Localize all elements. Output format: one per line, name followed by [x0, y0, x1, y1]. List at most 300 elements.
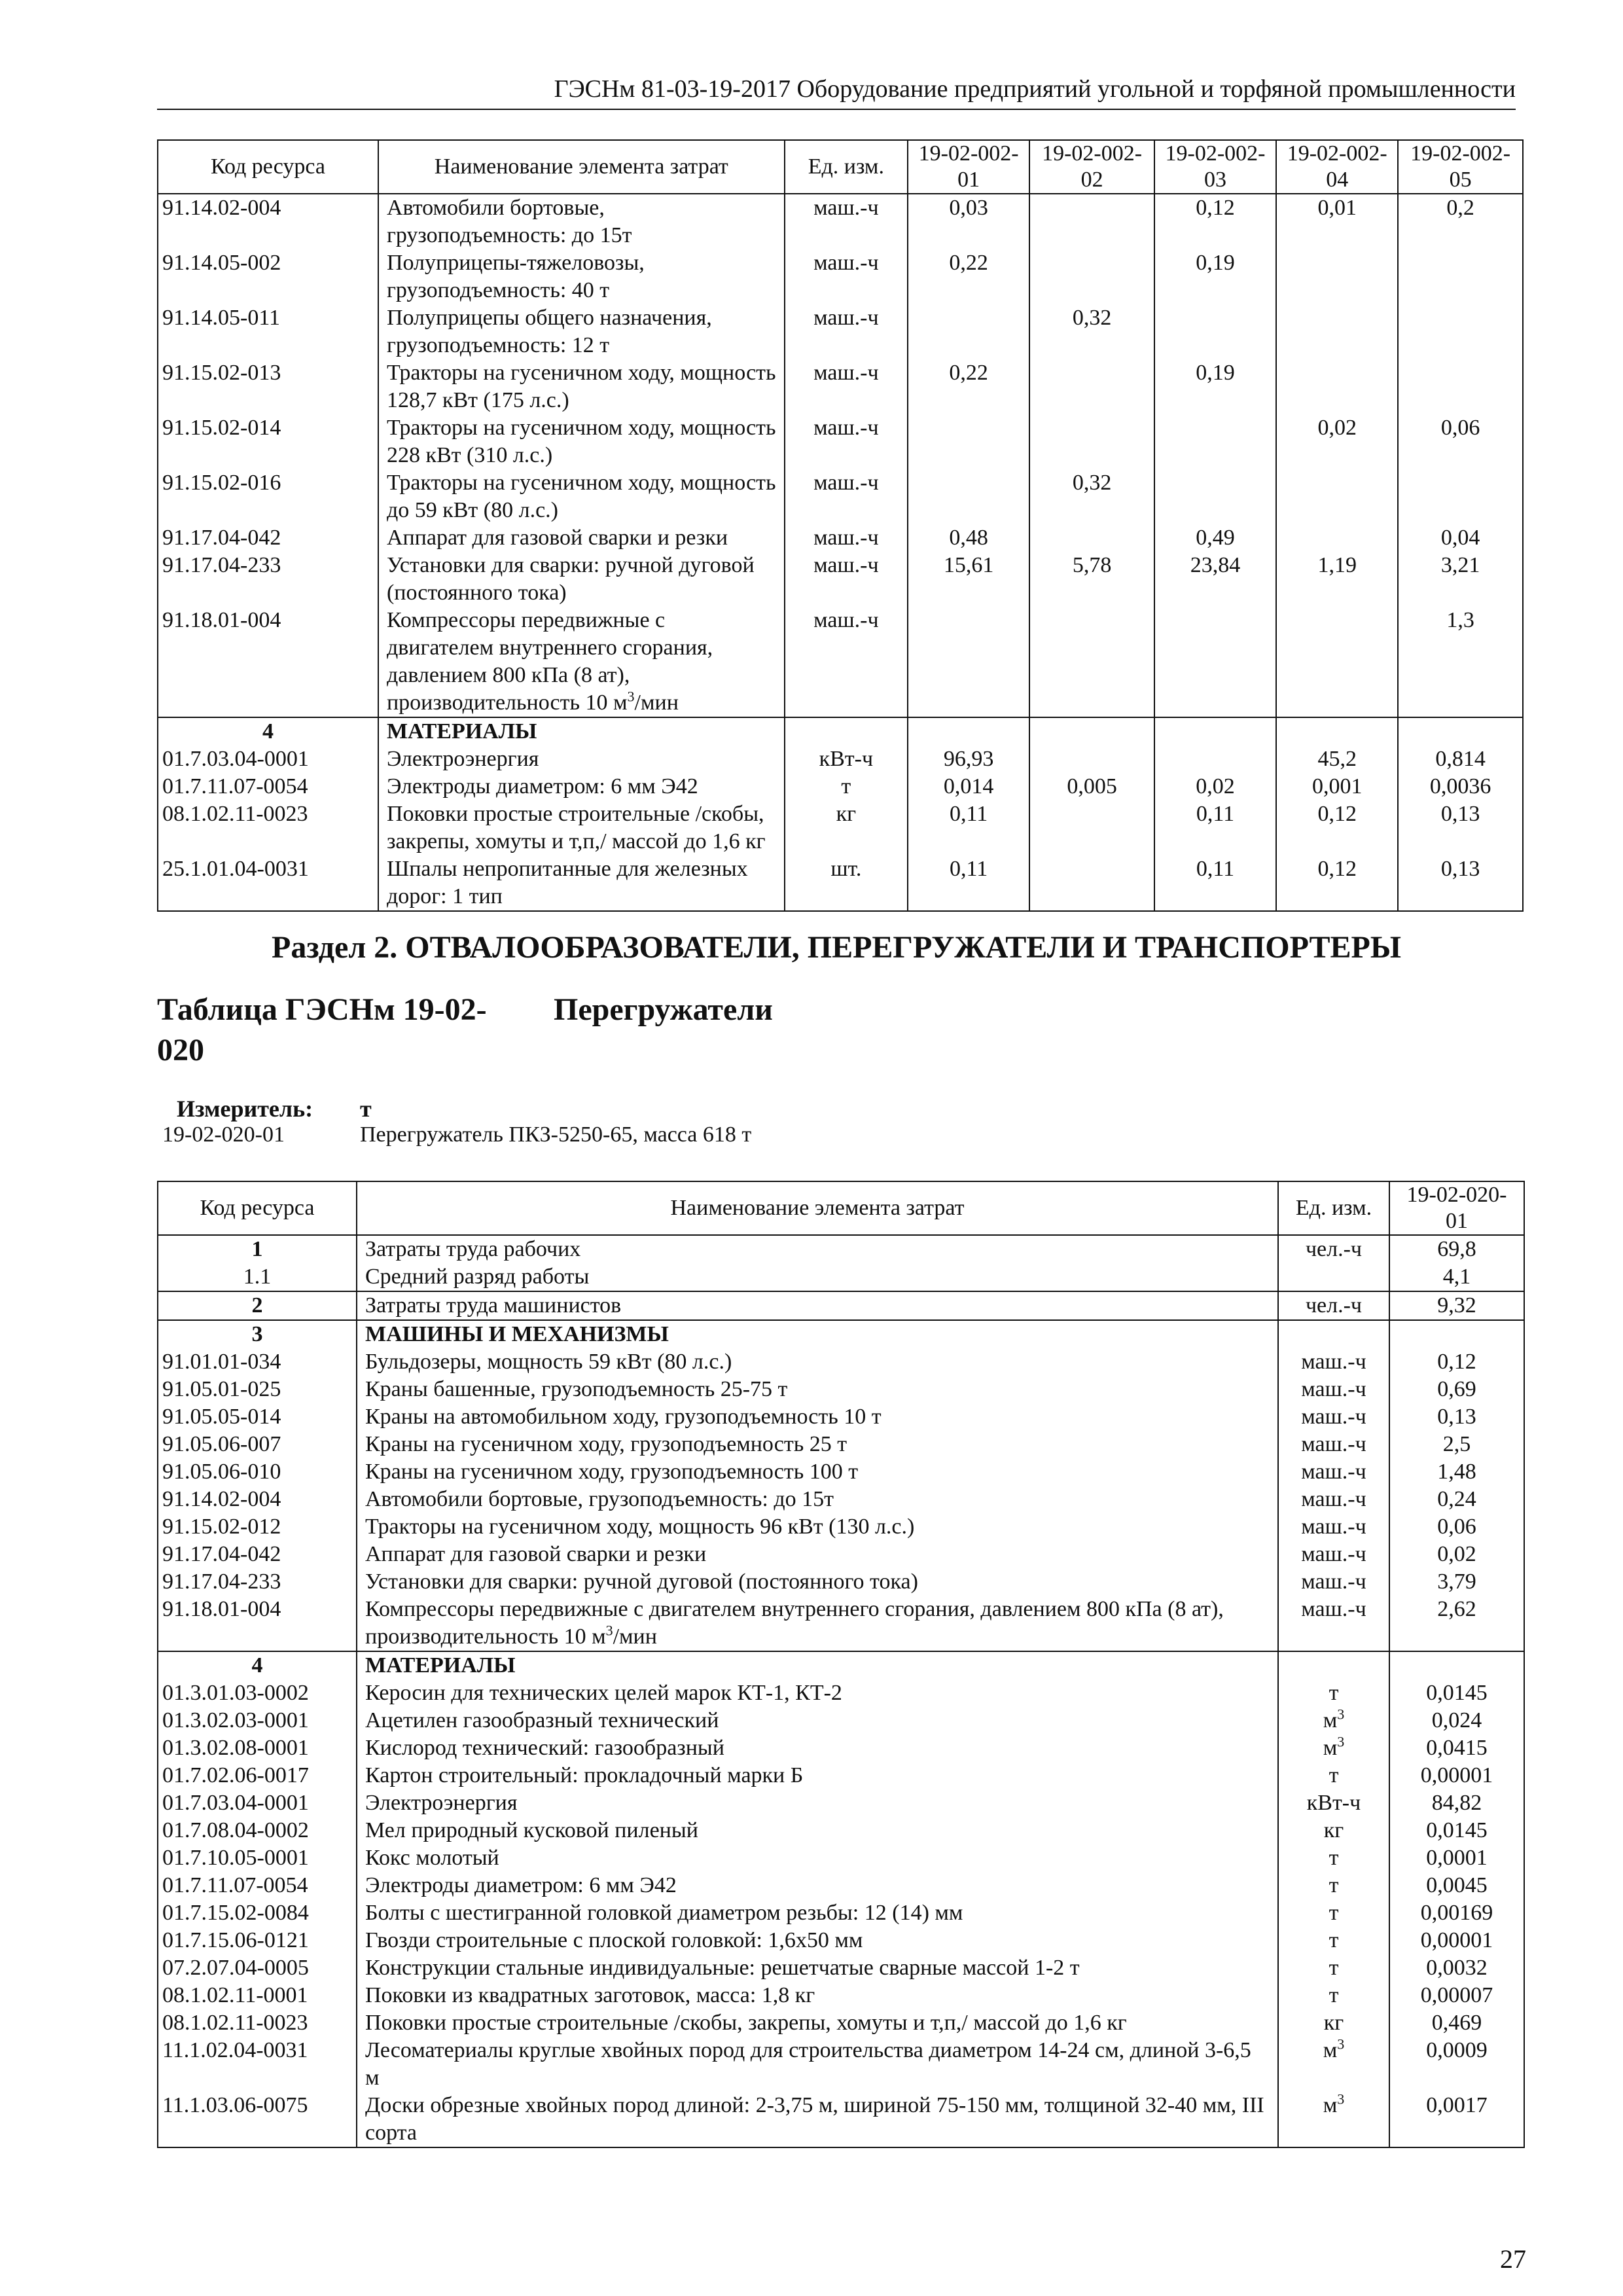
norm-value: 15,61	[908, 552, 1029, 607]
norm-value: 0,11	[908, 800, 1029, 855]
unit: кВт-ч	[785, 745, 908, 773]
table-row	[158, 607, 1523, 717]
unit	[1278, 1235, 1389, 1263]
unit: шт.	[785, 855, 908, 911]
table-row	[158, 745, 1523, 773]
resource-code: 91.15.02-014	[158, 414, 378, 469]
resource-name	[357, 1348, 1278, 1376]
unit-text: м	[1323, 2093, 1338, 2117]
norm-value: 0,02	[1276, 414, 1398, 469]
norm-value: 0,22	[908, 359, 1029, 414]
item-name: Тракторы на гусеничном ходу, мощность до 59 кВт (80 л.с.)	[386, 471, 776, 522]
unit-text: чел.-ч	[1305, 1293, 1363, 1318]
table-row	[158, 304, 1523, 359]
item-name: Электроды диаметром: 6 мм Э42	[365, 1873, 677, 1897]
table-row	[158, 1927, 1524, 1954]
resource-code: 01.3.02.03-0001	[158, 1707, 357, 1734]
unit	[1278, 1844, 1389, 1872]
norm-value	[1029, 717, 1154, 745]
item-name: Компрессоры передвижные с двигателем внутреннего сгорания, давлением 800 кПа (8 ат), производительность 10 м	[386, 608, 713, 715]
norm-value: 0,0145	[1389, 1679, 1524, 1707]
norm-value: 1,19	[1276, 552, 1398, 607]
resource-code: 91.15.02-013	[158, 359, 378, 414]
unit	[1278, 2009, 1389, 2037]
resource-name	[357, 1596, 1278, 1651]
norm-value	[1029, 359, 1154, 414]
item-name: Затраты труда машинистов	[365, 1293, 622, 1318]
unit-text: т	[1329, 1901, 1339, 1925]
unit	[1278, 1817, 1389, 1844]
norm-value: 23,84	[1154, 552, 1276, 607]
resource-name	[357, 1982, 1278, 2009]
unit-text: маш.-ч	[1301, 1350, 1366, 1374]
unit-text: маш.-ч	[1301, 1377, 1366, 1401]
norm-value: 3,79	[1389, 1568, 1524, 1596]
unit	[1278, 1734, 1389, 1762]
superscript: 3	[627, 688, 635, 705]
table-row	[158, 1320, 1524, 1348]
resource-name	[357, 1458, 1278, 1486]
column-header: 19-02-002-05	[1398, 140, 1523, 194]
item-name: Поковки простые строительные /скобы, закрепы, хомуты и т,п,/ массой до 1,6 кг	[386, 802, 766, 853]
unit	[1278, 2092, 1389, 2147]
unit: маш.-ч	[785, 524, 908, 552]
unit: маш.-ч	[785, 304, 908, 359]
norm-value	[908, 414, 1029, 469]
unit: маш.-ч	[785, 607, 908, 717]
resource-code: 91.14.02-004	[158, 194, 378, 249]
norm-value	[1154, 414, 1276, 469]
resource-code: 91.17.04-042	[158, 1541, 357, 1568]
table-row	[158, 1817, 1524, 1844]
unit-text: т	[1329, 1681, 1339, 1705]
resource-code: 91.14.02-004	[158, 1486, 357, 1513]
unit	[1278, 1651, 1389, 1679]
norm-value	[1276, 607, 1398, 717]
table-row	[158, 1486, 1524, 1513]
unit	[1278, 1982, 1389, 2009]
norm-value: 3,21	[1398, 552, 1523, 607]
unit-text: чел.-ч	[1305, 1237, 1363, 1261]
unit	[1278, 1899, 1389, 1927]
norm-value: 0,00001	[1389, 1927, 1524, 1954]
item-name: Конструкции стальные индивидуальные: решетчатые сварные массой 1-2 т	[365, 1956, 1080, 1980]
norm-value	[1276, 524, 1398, 552]
norm-value: 2,5	[1389, 1431, 1524, 1458]
norm-value: 0,69	[1389, 1376, 1524, 1403]
resource-code: 01.7.10.05-0001	[158, 1844, 357, 1872]
norm-value	[1398, 717, 1523, 745]
norm-value	[1276, 304, 1398, 359]
norm-value	[1029, 194, 1154, 249]
norm-value: 0,13	[1398, 855, 1523, 911]
norm-value: 0,0415	[1389, 1734, 1524, 1762]
norm-value: 0,2	[1398, 194, 1523, 249]
unit: маш.-ч	[785, 249, 908, 304]
resource-name	[378, 524, 785, 552]
resource-code: 08.1.02.11-0023	[158, 2009, 357, 2037]
resource-name	[357, 1927, 1278, 1954]
unit	[1278, 1348, 1389, 1376]
table-row	[158, 1707, 1524, 1734]
norm-value	[1154, 607, 1276, 717]
norm-value	[908, 607, 1029, 717]
header-rule	[157, 109, 1516, 110]
running-header: ГЭСНм 81-03-19-2017 Оборудование предприятий угольной и торфяной промышленности	[554, 75, 1516, 103]
resource-code: 25.1.01.04-0031	[158, 855, 378, 911]
unit: маш.-ч	[785, 552, 908, 607]
table-row	[158, 1982, 1524, 2009]
unit	[1278, 1458, 1389, 1486]
position-description: Перегружатель ПКЗ-5250-65, масса 618 т	[360, 1122, 752, 1147]
item-name: Шпалы непропитанные для железных дорог: 1 тип	[386, 857, 748, 908]
unit-superscript: 3	[1337, 2036, 1345, 2053]
norm-value	[1029, 800, 1154, 855]
unit-text: м	[1323, 1736, 1338, 1760]
norm-value: 96,93	[908, 745, 1029, 773]
unit	[1278, 1486, 1389, 1513]
item-name: Кислород технический: газообразный	[365, 1736, 724, 1760]
item-name: Кокс молотый	[365, 1846, 499, 1870]
table-row	[158, 2009, 1524, 2037]
measure-label: Измеритель:	[177, 1096, 313, 1122]
resource-code: 01.7.03.04-0001	[158, 745, 378, 773]
unit: т	[785, 773, 908, 800]
norm-value: 0,014	[908, 773, 1029, 800]
resource-name	[357, 1513, 1278, 1541]
column-header: 19-02-002-01	[908, 140, 1029, 194]
table-row	[158, 1872, 1524, 1899]
norm-value: 0,04	[1398, 524, 1523, 552]
page-number: 27	[1500, 2244, 1526, 2274]
norm-value	[1154, 469, 1276, 524]
resource-code: 91.17.04-042	[158, 524, 378, 552]
resource-code: 91.17.04-233	[158, 1568, 357, 1596]
norm-value: 0,02	[1154, 773, 1276, 800]
resource-name	[378, 745, 785, 773]
resource-code: 4	[158, 717, 378, 745]
item-name: Краны на гусеничном ходу, грузоподъемность 100 т	[365, 1460, 859, 1484]
norm-value: 0,06	[1398, 414, 1523, 469]
item-name: Средний разряд работы	[365, 1265, 590, 1289]
resource-name	[378, 469, 785, 524]
table-row	[158, 1651, 1524, 1679]
unit-text: т	[1329, 1873, 1339, 1897]
resource-code: 01.7.03.04-0001	[158, 1789, 357, 1817]
norm-value: 0,11	[1154, 855, 1276, 911]
resource-name	[357, 1235, 1278, 1263]
unit-text: кг	[1323, 2011, 1344, 2035]
resource-name	[357, 1376, 1278, 1403]
item-name: Полуприцепы общего назначения, грузоподъемность: 12 т	[386, 306, 712, 357]
table-header-row	[158, 140, 1523, 194]
norm-value: 0,0001	[1389, 1844, 1524, 1872]
column-header: Ед. изм.	[785, 140, 908, 194]
norm-value: 0,32	[1029, 469, 1154, 524]
table-row	[158, 800, 1523, 855]
table-row	[158, 1376, 1524, 1403]
measure-unit: т	[360, 1096, 372, 1122]
norm-value: 0,12	[1276, 855, 1398, 911]
superscript: 3	[605, 1622, 613, 1639]
unit	[1278, 1596, 1389, 1651]
resource-code: 91.05.06-010	[158, 1458, 357, 1486]
resource-table-2	[157, 1181, 1525, 2148]
table-row	[158, 524, 1523, 552]
resource-name	[378, 249, 785, 304]
item-name: Краны на автомобильном ходу, грузоподъемность 10 т	[365, 1405, 882, 1429]
resource-name	[378, 194, 785, 249]
item-name: Бульдозеры, мощность 59 кВт (80 л.с.)	[365, 1350, 732, 1374]
resource-name	[357, 1707, 1278, 1734]
item-name: Лесоматериалы круглые хвойных пород для строительства диаметром 14-24 см, длиной 3-6,5 м	[365, 2038, 1251, 2090]
table-row	[158, 855, 1523, 911]
resource-name	[357, 1263, 1278, 1291]
resource-code: 91.18.01-004	[158, 1596, 357, 1651]
norm-value: 0,005	[1029, 773, 1154, 800]
table-row	[158, 773, 1523, 800]
resource-name	[357, 1789, 1278, 1817]
norm-value: 0,19	[1154, 249, 1276, 304]
item-name: Краны на гусеничном ходу, грузоподъемность 25 т	[365, 1432, 847, 1456]
resource-code: 07.2.07.04-0005	[158, 1954, 357, 1982]
section-title: Раздел 2. ОТВАЛООБРАЗОВАТЕЛИ, ПЕРЕГРУЖАТЕЛИ И ТРАНСПОРТЕРЫ	[272, 930, 1401, 965]
item-name: Тракторы на гусеничном ходу, мощность 96 кВт (130 л.с.)	[365, 1515, 915, 1539]
resource-name	[378, 552, 785, 607]
resource-code: 91.14.05-011	[158, 304, 378, 359]
item-name-tail: /мин	[613, 1624, 657, 1649]
resource-code: 91.14.05-002	[158, 249, 378, 304]
item-name: Полуприцепы-тяжеловозы, грузоподъемность: 40 т	[386, 251, 645, 302]
norm-value: 0,48	[908, 524, 1029, 552]
norm-value: 69,8	[1389, 1235, 1524, 1263]
table-row	[158, 1235, 1524, 1263]
item-name: Тракторы на гусеничном ходу, мощность 228 кВт (310 л.с.)	[386, 416, 776, 467]
norm-value: 0,0045	[1389, 1872, 1524, 1899]
unit-superscript: 3	[1337, 1733, 1345, 1750]
norm-value: 0,19	[1154, 359, 1276, 414]
norm-value	[1389, 1320, 1524, 1348]
unit	[1278, 1513, 1389, 1541]
resource-code: 08.1.02.11-0001	[158, 1982, 357, 2009]
resource-name	[378, 800, 785, 855]
resource-name	[357, 1568, 1278, 1596]
resource-code: 01.7.02.06-0017	[158, 1762, 357, 1789]
table-row	[158, 1762, 1524, 1789]
resource-name	[378, 773, 785, 800]
norm-value: 0,0036	[1398, 773, 1523, 800]
table-row	[158, 1348, 1524, 1376]
unit-text: кг	[1323, 1818, 1344, 1842]
unit-text: маш.-ч	[1301, 1515, 1366, 1539]
resource-code: 11.1.02.04-0031	[158, 2037, 357, 2092]
column-header: Наименование элемента затрат	[357, 1181, 1278, 1235]
table-row	[158, 1899, 1524, 1927]
norm-value	[1029, 249, 1154, 304]
norm-value: 0,001	[1276, 773, 1398, 800]
table-row	[158, 1263, 1524, 1291]
unit-text: маш.-ч	[1301, 1460, 1366, 1484]
unit	[1278, 1679, 1389, 1707]
norm-value: 0,32	[1029, 304, 1154, 359]
resource-code: 01.3.02.08-0001	[158, 1734, 357, 1762]
position-code: 19-02-020-01	[162, 1122, 285, 1147]
resource-name	[357, 1899, 1278, 1927]
item-name: Электроэнергия	[386, 747, 539, 771]
unit	[1278, 1927, 1389, 1954]
table-row	[158, 1541, 1524, 1568]
item-name: МАТЕРИАЛЫ	[386, 719, 537, 744]
norm-value: 0,0145	[1389, 1817, 1524, 1844]
resource-name	[357, 1762, 1278, 1789]
item-name: Тракторы на гусеничном ходу, мощность 128,7 кВт (175 л.с.)	[386, 361, 776, 412]
table-row	[158, 414, 1523, 469]
resource-code: 01.7.15.02-0084	[158, 1899, 357, 1927]
norm-value: 1,48	[1389, 1458, 1524, 1486]
unit	[1278, 2037, 1389, 2092]
column-header: 19-02-002-03	[1154, 140, 1276, 194]
norm-value: 0,469	[1389, 2009, 1524, 2037]
unit-superscript: 3	[1337, 2090, 1345, 2108]
item-name: Электроды диаметром: 6 мм Э42	[386, 774, 698, 798]
norm-value	[1154, 717, 1276, 745]
item-name: Электроэнергия	[365, 1791, 518, 1815]
item-name: МАШИНЫ И МЕХАНИЗМЫ	[365, 1322, 669, 1346]
table-row	[158, 1789, 1524, 1817]
unit: кг	[785, 800, 908, 855]
norm-value	[1154, 745, 1276, 773]
norm-value: 45,2	[1276, 745, 1398, 773]
unit	[1278, 1320, 1389, 1348]
norm-value: 0,12	[1154, 194, 1276, 249]
resource-code: 01.7.08.04-0002	[158, 1817, 357, 1844]
unit	[1278, 1263, 1389, 1291]
column-header: Код ресурса	[158, 140, 378, 194]
unit-superscript: 3	[1337, 1706, 1345, 1723]
resource-code: 91.05.01-025	[158, 1376, 357, 1403]
item-name: Картон строительный: прокладочный марки Б	[365, 1763, 804, 1787]
resource-code: 01.7.11.07-0054	[158, 773, 378, 800]
item-name: Автомобили бортовые, грузоподъемность: до 15т	[365, 1487, 834, 1511]
norm-value: 0,12	[1389, 1348, 1524, 1376]
norm-value	[1276, 249, 1398, 304]
norm-value	[1029, 414, 1154, 469]
column-header: 19-02-002-04	[1276, 140, 1398, 194]
resource-code: 91.17.04-233	[158, 552, 378, 607]
resource-name	[357, 1541, 1278, 1568]
norm-value: 0,814	[1398, 745, 1523, 773]
table-row	[158, 1291, 1524, 1320]
column-header: Ед. изм.	[1278, 1181, 1389, 1235]
norm-value: 0,11	[908, 855, 1029, 911]
table-row	[158, 1954, 1524, 1982]
table-row	[158, 1596, 1524, 1651]
norm-value: 5,78	[1029, 552, 1154, 607]
norm-value: 2,62	[1389, 1596, 1524, 1651]
norm-value	[1389, 1651, 1524, 1679]
item-name: Керосин для технических целей марок КТ-1, КТ-2	[365, 1681, 842, 1705]
table-row	[158, 469, 1523, 524]
unit	[1278, 1872, 1389, 1899]
resource-code: 91.15.02-016	[158, 469, 378, 524]
resource-name	[357, 1403, 1278, 1431]
resource-name	[378, 607, 785, 717]
item-name: Гвозди строительные с плоской головкой: 1,6х50 мм	[365, 1928, 863, 1952]
table-row	[158, 2037, 1524, 2092]
resource-code: 91.01.01-034	[158, 1348, 357, 1376]
norm-value: 0,49	[1154, 524, 1276, 552]
unit: маш.-ч	[785, 194, 908, 249]
norm-value: 0,0032	[1389, 1954, 1524, 1982]
norm-value	[1398, 304, 1523, 359]
resource-code: 01.3.01.03-0002	[158, 1679, 357, 1707]
norm-value: 0,00169	[1389, 1899, 1524, 1927]
norm-value: 0,03	[908, 194, 1029, 249]
norm-value	[1029, 524, 1154, 552]
unit-text: т	[1329, 1846, 1339, 1870]
norm-value: 0,00007	[1389, 1982, 1524, 2009]
norm-value	[908, 717, 1029, 745]
table-row	[158, 1403, 1524, 1431]
unit	[1278, 1403, 1389, 1431]
resource-code: 08.1.02.11-0023	[158, 800, 378, 855]
table-row	[158, 1734, 1524, 1762]
item-name: МАТЕРИАЛЫ	[365, 1653, 516, 1677]
unit-text: м	[1323, 1708, 1338, 1732]
norm-value: 0,024	[1389, 1707, 1524, 1734]
norm-value	[1029, 607, 1154, 717]
resource-table-1	[157, 139, 1524, 912]
table-row	[158, 1458, 1524, 1486]
norm-value: 0,0009	[1389, 2037, 1524, 2092]
norm-value: 0,22	[908, 249, 1029, 304]
norm-value: 0,13	[1398, 800, 1523, 855]
unit	[1278, 1376, 1389, 1403]
unit-text: т	[1329, 1956, 1339, 1980]
norm-value: 0,24	[1389, 1486, 1524, 1513]
resource-code: 11.1.03.06-0075	[158, 2092, 357, 2147]
column-header: Код ресурса	[158, 1181, 357, 1235]
item-name: Компрессоры передвижные с двигателем внутреннего сгорания, давлением 800 кПа (8 ат), производительность 10 м	[365, 1597, 1224, 1649]
unit-text: маш.-ч	[1301, 1432, 1366, 1456]
norm-value: 84,82	[1389, 1789, 1524, 1817]
resource-code: 2	[158, 1291, 357, 1320]
norm-value	[908, 469, 1029, 524]
unit-text: маш.-ч	[1301, 1570, 1366, 1594]
resource-name	[357, 2037, 1278, 2092]
unit	[1278, 1762, 1389, 1789]
item-name: Автомобили бортовые, грузоподъемность: до 15т	[386, 196, 632, 247]
table-row	[158, 1679, 1524, 1707]
norm-value	[1029, 745, 1154, 773]
item-name: Аппарат для газовой сварки и резки	[386, 526, 728, 550]
unit	[1278, 1541, 1389, 1568]
norm-value	[908, 304, 1029, 359]
resource-code: 91.18.01-004	[158, 607, 378, 717]
resource-name	[378, 414, 785, 469]
norm-value	[1029, 855, 1154, 911]
unit: маш.-ч	[785, 414, 908, 469]
table-row	[158, 717, 1523, 745]
norm-value: 0,02	[1389, 1541, 1524, 1568]
table-row	[158, 249, 1523, 304]
unit	[1278, 1568, 1389, 1596]
norm-value: 0,06	[1389, 1513, 1524, 1541]
resource-name	[357, 1817, 1278, 1844]
item-name: Доски обрезные хвойных пород длиной: 2-3,75 м, шириной 75-150 мм, толщиной 32-40 мм, III сорта	[365, 2093, 1264, 2145]
resource-name	[378, 855, 785, 911]
table-row	[158, 1568, 1524, 1596]
